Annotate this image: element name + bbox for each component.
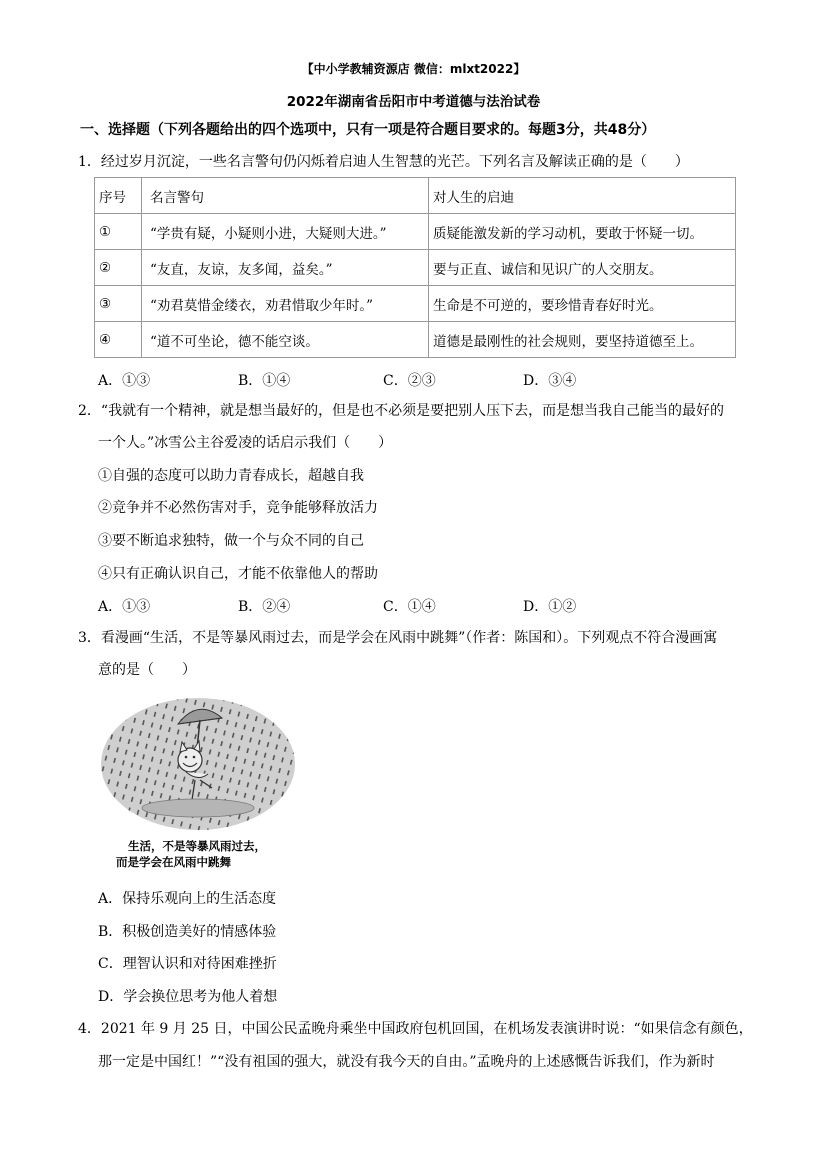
question-4-line2: 那一定是中国红！”“没有祖国的强大，就没有我今天的自由。”孟晚舟的上述感慨告诉我们，作为新时 — [98, 1054, 715, 1070]
q1-option-b[interactable]: B．①④ — [238, 373, 291, 389]
q2-statement: ①自强的态度可以助力青春成长，超越自我 — [98, 468, 364, 484]
table-cell: 道德是最刚性的社会规则，要坚持道德至上。 — [429, 322, 736, 358]
table-cell: ① — [95, 214, 142, 250]
cartoon-rain-dancing-cat — [100, 696, 296, 836]
q2-statement: ④只有正确认识自己，才能不依靠他人的帮助 — [98, 566, 378, 582]
q2-option-c[interactable]: C．①④ — [383, 599, 436, 615]
table-header-row — [95, 178, 736, 214]
table-header-cell: 对人生的启迪 — [429, 178, 736, 214]
page-title: 2022年湖南省岳阳市中考道德与法治试卷 — [286, 94, 541, 110]
table-cell: “学贵有疑，小疑则小进，大疑则大进。” — [142, 214, 429, 250]
question-2-stem-line1: 2．“我就有一个精神，就是想当最好的，但是也不必须是要把别人压下去，而是想当我自己能当的最好的 — [78, 403, 725, 419]
q1-option-d[interactable]: D．③④ — [523, 373, 577, 389]
table-cell: 生命是不可逆的，要珍惜青春好时光。 — [429, 286, 736, 322]
q3-option-a[interactable]: A．保持乐观向上的生活态度 — [98, 891, 277, 907]
table-cell: ② — [95, 250, 142, 286]
table-cell: “劝君莫惜金缕衣，劝君惜取少年时。” — [142, 286, 429, 322]
q1-option-c[interactable]: C．②③ — [383, 373, 436, 389]
question-3-stem-line2: 意的是（ ） — [98, 662, 196, 678]
cartoon-caption-line2: 而是学会在风雨中跳舞 — [116, 855, 231, 869]
quotes-table — [94, 177, 736, 358]
table-row — [95, 214, 736, 250]
q2-option-d[interactable]: D．①② — [523, 599, 577, 615]
table-cell: “友直，友谅，友多闻，益矣。” — [142, 250, 429, 286]
q2-option-b[interactable]: B．②④ — [238, 599, 291, 615]
q3-option-d[interactable]: D．学会换位思考为他人着想 — [98, 989, 278, 1005]
question-2-stem-line2: 一个人。”冰雪公主谷爱凌的话启示我们（ ） — [98, 435, 393, 451]
table-cell: 要与正直、诚信和见识广的人交朋友。 — [429, 250, 736, 286]
table-row — [95, 250, 736, 286]
q1-option-a[interactable]: A．①③ — [98, 373, 151, 389]
table-cell: “道不可坐论，德不能空谈。 — [142, 322, 429, 358]
q2-statement: ②竞争并不必然伤害对手，竞争能够释放活力 — [98, 500, 378, 516]
table-cell: ④ — [95, 322, 142, 358]
q2-option-a[interactable]: A．①③ — [98, 599, 151, 615]
q3-option-c[interactable]: C．理智认识和对待困难挫折 — [98, 956, 277, 972]
table-row — [95, 322, 736, 358]
page-header: 【中小学教辅资源店 微信：mlxt2022】 — [301, 62, 526, 76]
table-header-cell: 名言警句 — [142, 178, 429, 214]
q2-statement: ③要不断追求独特，做一个与众不同的自己 — [98, 533, 364, 549]
table-cell: ③ — [95, 286, 142, 322]
cartoon-caption-line1: 生活，不是等暴风雨过去， — [128, 839, 266, 853]
table-header-cell: 序号 — [95, 178, 142, 214]
section-heading: 一、选择题（下列各题给出的四个选项中，只有一项是符合题目要求的。每题3分，共48分） — [80, 122, 656, 138]
table-cell: 质疑能激发新的学习动机，要敢于怀疑一切。 — [429, 214, 736, 250]
question-1-stem: 1．经过岁月沉淀，一些名言警句仍闪烁着启迪人生智慧的光芒。下列名言及解读正确的是（ ） — [78, 154, 689, 170]
question-4-line1: 4．2021 年 9 月 25 日，中国公民孟晚舟乘坐中国政府包机回国，在机场发表演讲时说：“如果信念有颜色， — [78, 1021, 753, 1037]
question-3-stem-line1: 3．看漫画“生活，不是等暴风雨过去，而是学会在风雨中跳舞”（作者：陈国和）。下列观点不符合漫画寓 — [78, 630, 718, 646]
table-row — [95, 286, 736, 322]
q3-option-b[interactable]: B．积极创造美好的情感体验 — [98, 924, 277, 940]
